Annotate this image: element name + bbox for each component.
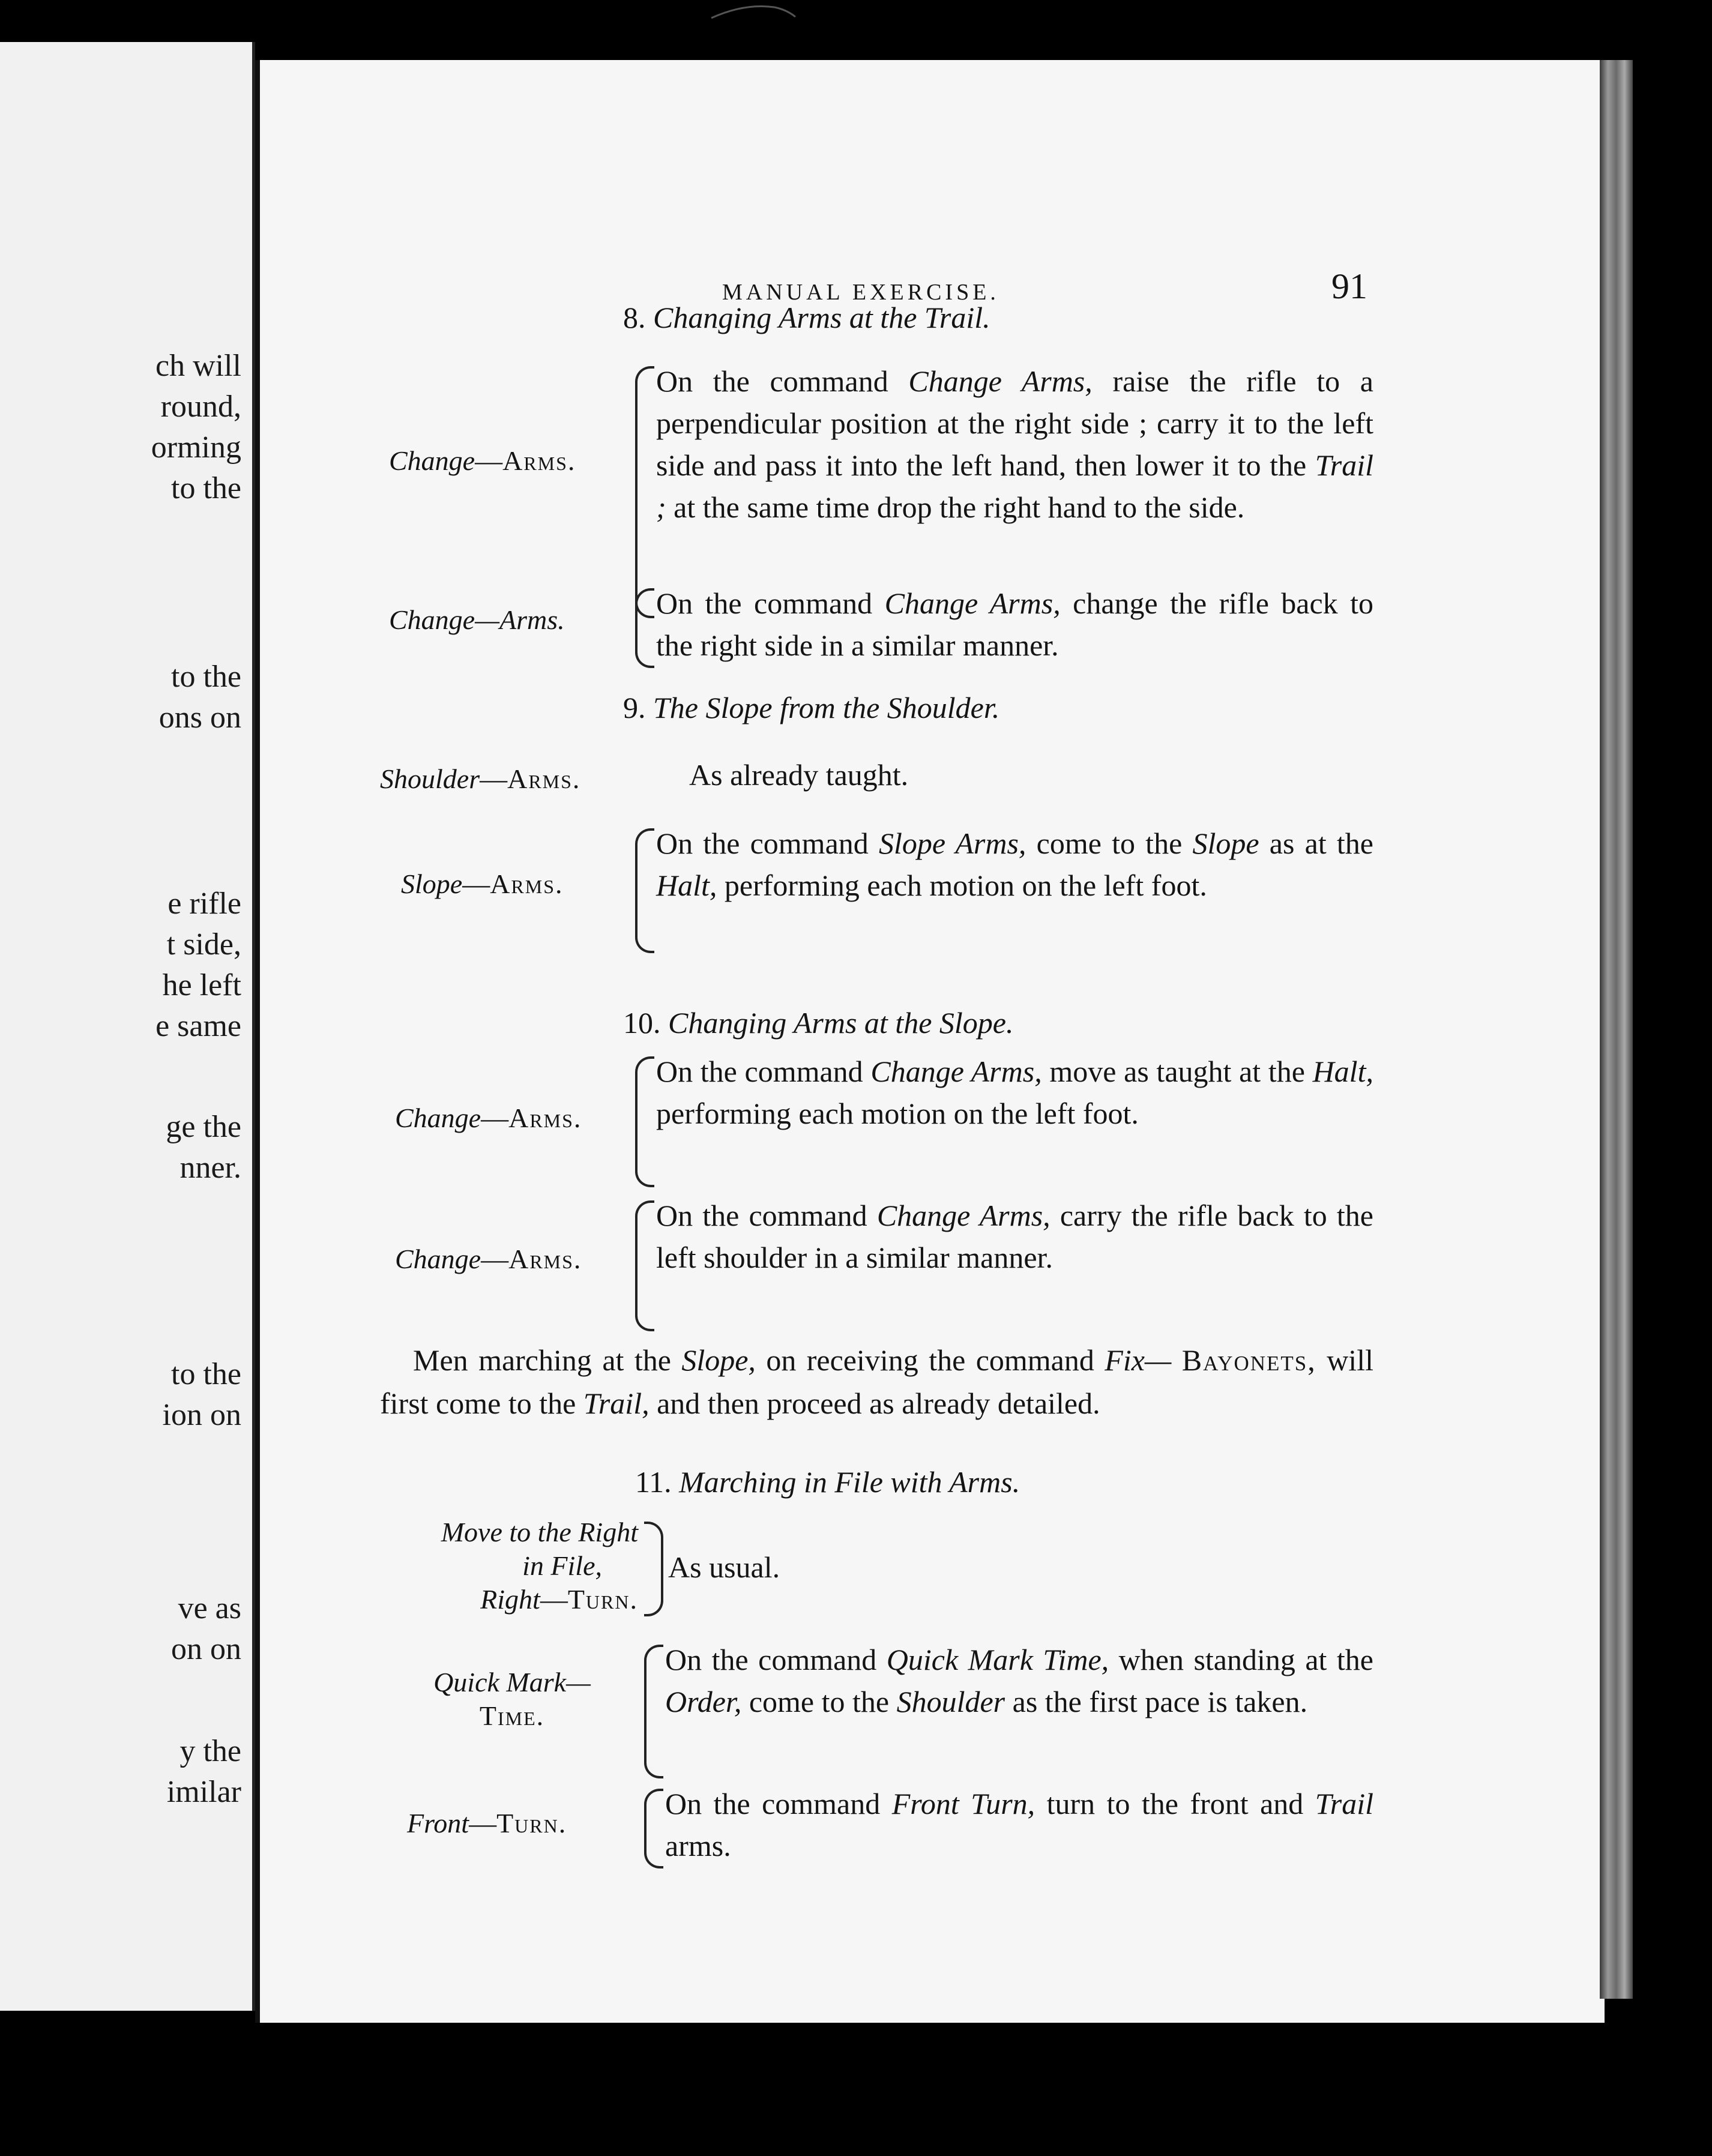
text-run: On the command: [656, 586, 885, 620]
command-quick-mark-time: [404, 1666, 620, 1733]
text-italic: Change Arms,: [908, 364, 1093, 398]
command-shoulder-arms: [380, 762, 580, 795]
command-dash: —: [540, 1584, 568, 1615]
section-number: 8.: [623, 301, 646, 334]
command-dash: —: [481, 1103, 509, 1133]
command-word: Change: [395, 1244, 481, 1274]
text-run: come to the: [1026, 827, 1193, 860]
left-fragment: to the: [171, 660, 241, 694]
section-11-heading: [635, 1465, 1020, 1499]
command-caps: Arms.: [508, 1103, 582, 1133]
text-italic: Halt,: [656, 869, 717, 902]
text-run: On the command: [665, 1643, 887, 1676]
command-slope-arms: [401, 867, 564, 900]
command-word: Quick Mark—: [433, 1667, 591, 1697]
body-paragraph: [380, 1338, 1373, 1425]
command-change-arms: [389, 444, 576, 477]
command-dash: —: [480, 763, 508, 794]
left-brace: [635, 366, 654, 618]
command-caps: Arms.: [507, 763, 581, 794]
book-page: [255, 60, 1605, 2023]
section-10-heading: [623, 1005, 1013, 1040]
left-fragment: ons on: [158, 700, 241, 735]
command-word: Change: [389, 445, 475, 476]
section-title: Changing Arms at the Trail.: [653, 301, 990, 334]
section-title: Changing Arms at the Slope.: [668, 1006, 1014, 1040]
text-italic: Order,: [665, 1685, 742, 1718]
text-run: as the first pace is taken.: [1005, 1685, 1308, 1718]
section-title: The Slope from the Shoulder.: [653, 691, 1000, 724]
left-brace: [635, 1200, 654, 1331]
section-title: Marching in File with Arms.: [679, 1465, 1020, 1499]
text-italic: Front Turn,: [891, 1787, 1035, 1820]
page-number: 91: [1331, 266, 1367, 306]
section-number: 9.: [623, 691, 646, 724]
command-dash: —: [462, 869, 490, 899]
text-run: On the command: [656, 364, 909, 398]
command-change-arms: [395, 1101, 582, 1134]
text-italic: Halt,: [1312, 1055, 1373, 1088]
command-caps: Arms.: [490, 869, 564, 899]
section-8-heading: [623, 300, 990, 335]
left-fragment: ge the: [166, 1110, 241, 1144]
command-change-arms: [395, 1242, 582, 1275]
left-fragment: round,: [160, 390, 241, 424]
command-change-arms: [389, 603, 565, 636]
left-fragment: t side,: [166, 927, 241, 962]
text-run: On the command: [665, 1787, 892, 1820]
section-9-heading: [623, 690, 999, 725]
left-fragment: orming: [151, 430, 241, 465]
instruction-text: [656, 1194, 1373, 1278]
command-caps: Arms.: [502, 445, 576, 476]
left-page: [0, 42, 255, 2011]
instruction-text: [656, 582, 1373, 666]
text-run: performing each motion on the left foot.: [717, 869, 1207, 902]
left-brace: [635, 588, 654, 668]
left-fragment: to the: [171, 471, 241, 505]
text-italic: Trail,: [583, 1387, 650, 1420]
left-fragment: e rifle: [167, 887, 241, 921]
text-run: turn to the front and: [1035, 1787, 1315, 1820]
running-title: MANUAL EXERCISE.: [722, 280, 999, 305]
command-caps: Time.: [479, 1700, 545, 1731]
left-fragment: ve as: [178, 1591, 241, 1625]
text-run: move as taught at the: [1041, 1055, 1313, 1088]
left-fragment: imilar: [166, 1775, 241, 1809]
command-word: Change—Arms.: [389, 604, 565, 635]
section-number: 10.: [623, 1006, 661, 1040]
command-word: Change: [395, 1103, 481, 1133]
text-run: Men marching at the: [413, 1343, 682, 1377]
command-word: in File,: [522, 1550, 602, 1581]
command-dash: —: [481, 1244, 509, 1274]
section-number: 11.: [635, 1465, 672, 1499]
text-run: come to the: [741, 1685, 897, 1718]
left-fragment: ch will: [155, 349, 241, 383]
running-head: [260, 219, 1605, 306]
left-brace: [644, 1789, 663, 1868]
text-run: carry the rifle back to the left shoulder in a similar manner.: [656, 1199, 1373, 1274]
text-run: as at the: [1259, 827, 1373, 860]
text-italic: Change Arms,: [884, 586, 1061, 620]
text-italic: Change Arms,: [876, 1199, 1050, 1232]
command-move-right-in-file: [374, 1516, 638, 1616]
command-dash: —: [475, 445, 503, 476]
text-run: arms.: [665, 1829, 731, 1862]
text-italic: Fix—: [1105, 1343, 1172, 1377]
command-caps: Arms.: [508, 1244, 582, 1274]
command-word: Move to the Right: [441, 1517, 638, 1547]
text-italic: Slope: [1192, 827, 1259, 860]
text-caps: Bayonets,: [1181, 1343, 1316, 1377]
text-italic: Shoulder: [896, 1685, 1005, 1718]
command-word: Shoulder: [380, 763, 480, 794]
text-run: On the command: [656, 827, 879, 860]
left-fragment: e same: [155, 1009, 241, 1043]
left-brace: [635, 1056, 654, 1187]
left-fragment: he left: [162, 968, 241, 1002]
text-run: will first come to the: [380, 1343, 1373, 1420]
text-run: performing each motion on the left foot.: [656, 1097, 1139, 1130]
left-brace: [644, 1645, 663, 1778]
command-word: Front: [407, 1808, 469, 1838]
instruction-text: [656, 822, 1373, 906]
text-run: on receiving the command: [755, 1343, 1105, 1377]
instruction-text: As usual.: [668, 1550, 780, 1584]
command-front-turn: [407, 1807, 567, 1840]
page-curl-mark: [708, 0, 798, 24]
command-word: Slope: [401, 869, 463, 899]
text-run: On the command: [656, 1199, 877, 1232]
left-fragment: ion on: [162, 1398, 241, 1432]
left-fragment: on on: [171, 1632, 241, 1666]
instruction-text: [656, 1050, 1373, 1134]
page-edge: [1600, 60, 1633, 1999]
left-brace: [635, 828, 654, 953]
text-run: raise the rifle to a perpendicular position at the right side ; carry it to the left side and pass it into the left hand, then lower it to the: [656, 364, 1373, 482]
instruction-text: As already taught.: [689, 758, 909, 792]
left-fragment: to the: [171, 1357, 241, 1391]
text-italic: Slope,: [681, 1343, 756, 1377]
text-italic: Quick Mark Time,: [886, 1643, 1109, 1676]
command-dash: —: [469, 1808, 497, 1838]
instruction-text: [665, 1783, 1373, 1867]
text-run: On the command: [656, 1055, 871, 1088]
text-italic: Change Arms,: [870, 1055, 1042, 1088]
left-fragment: nner.: [179, 1151, 241, 1185]
command-caps: Turn.: [496, 1808, 567, 1838]
text-run: change the rifle back to the right side in a similar manner.: [656, 586, 1373, 662]
left-fragment: y the: [179, 1734, 241, 1768]
right-brace: [644, 1522, 663, 1616]
text-run: and then proceed as already detailed.: [649, 1387, 1100, 1420]
text-italic: Slope Arms,: [878, 827, 1026, 860]
command-caps: Turn.: [567, 1584, 638, 1615]
instruction-text: [665, 1639, 1373, 1723]
text-italic: Trail: [1315, 1787, 1373, 1820]
text-italic: Trail ;: [656, 448, 1373, 524]
text-run: at the same time drop the right hand to the side.: [666, 490, 1245, 524]
instruction-text: [656, 360, 1373, 528]
text-run: when standing at the: [1109, 1643, 1373, 1676]
command-word: Right: [480, 1584, 540, 1615]
